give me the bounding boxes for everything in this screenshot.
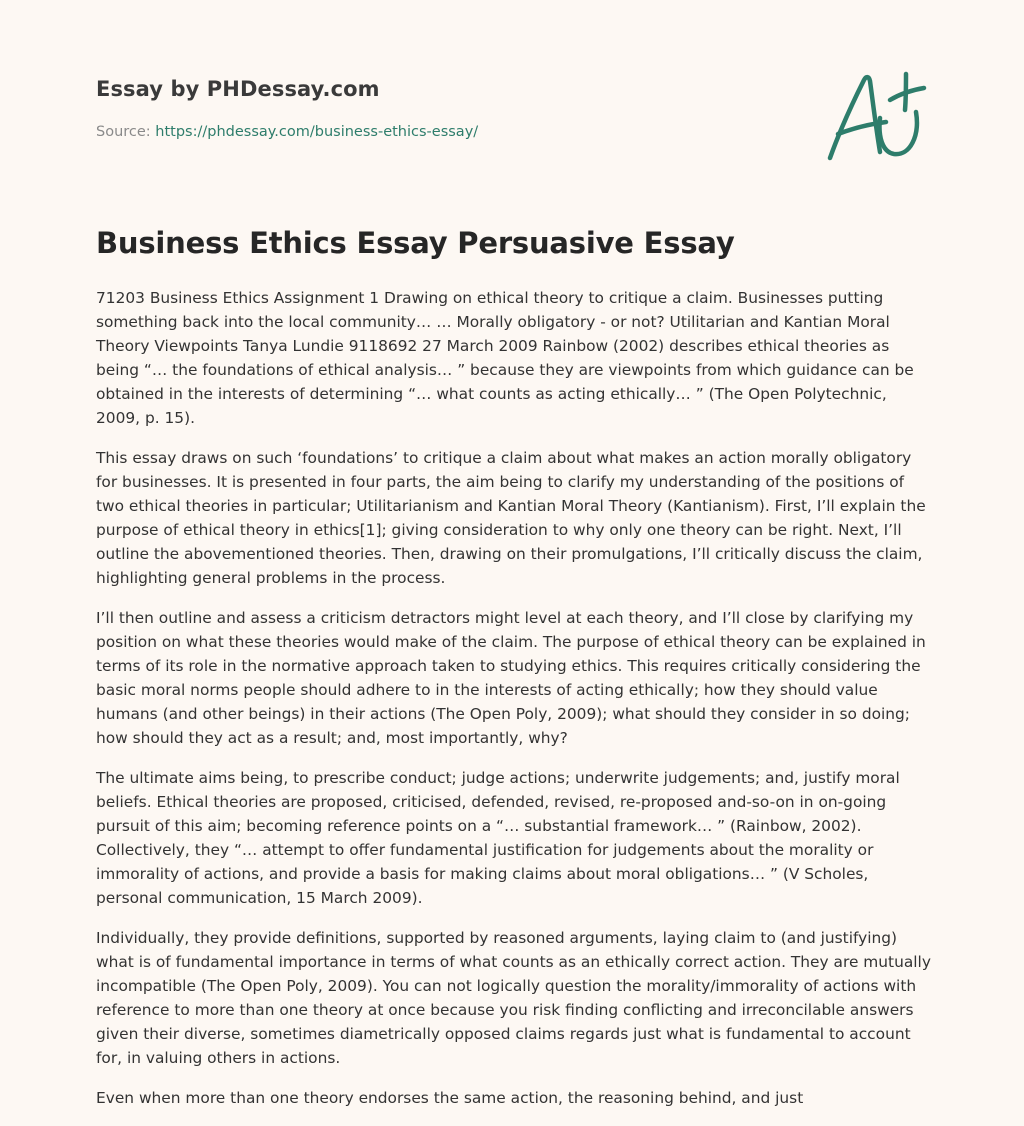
source-link[interactable]: https://phdessay.com/business-ethics-essay/: [155, 124, 479, 140]
essay-body: [96, 286, 932, 1126]
essay-title: Business Ethics Essay Persuasive Essay: [96, 226, 735, 260]
essay-paragraph: The ultimate aims being, to prescribe conduct; judge actions; underwrite judgements; and, justify moral beliefs. Ethical theories are proposed, criticised, defended, revised, re-proposed and-so-on in on-going pursuit of this aim; becoming reference points on a “… substantial framework… ” (Rainbow, 2002). Collectively, they “… attempt to offer fundamental justification for judgements about the morality or immorality of actions, and provide a basis for making claims about moral obligations… ” (V Scholes, personal communication, 15 March 2009).: [96, 769, 900, 907]
essay-paragraph: I’ll then outline and assess a criticism detractors might level at each theory, and I’ll close by clarifying my position on what these theories would make of the claim. The purpose of ethical theory can be explained in terms of its role in the normative approach taken to studying ethics. This requires critically considering the basic moral norms people should adhere to in the interests of acting ethically; how they should value humans (and other beings) in their actions (The Open Poly, 2009); what should they consider in so doing; how should they act as a result; and, most importantly, why?: [96, 609, 926, 747]
essay-paragraph: Even when more than one theory endorses the same action, the reasoning behind, and just: [96, 1089, 804, 1107]
essay-paragraph: 71203 Business Ethics Assignment 1 Drawing on ethical theory to critique a claim. Businesses putting something back into the local community… … Morally obligatory - or not? Utilitarian and Kantian Moral Theory Viewpoints Tanya Lundie 9118692 27 March 2009 Rainbow (2002) describes ethical theories as being “… the foundations of ethical analysis… ” because they are viewpoints from which guidance can be obtained in the interests of determining “… what counts as acting ethically… ” (The Open Polytechnic, 2009, p. 15).: [96, 289, 914, 427]
a-plus-logo: [820, 68, 930, 166]
essay-paragraph: Individually, they provide definitions, supported by reasoned arguments, laying claim to (and justifying) what is of fundamental importance in terms of what counts as an ethically correct action. They are mutually incompatible (The Open Poly, 2009). You can not logically question the morality/immorality of actions with reference to more than one theory at once because you risk finding conflicting and irreconcilable answers given their diverse, sometimes diametrically opposed claims regards just what is fundamental to account for, in valuing others in actions.: [96, 929, 931, 1067]
source-label: Source:: [96, 124, 151, 140]
site-title: Essay by PHDessay.com: [96, 77, 380, 101]
essay-paragraph: This essay draws on such ‘foundations’ to critique a claim about what makes an action morally obligatory for businesses. It is presented in four parts, the aim being to clarify my understanding of the positions of two ethical theories in particular; Utilitarianism and Kantian Moral Theory (Kantianism). First, I’ll explain the purpose of ethical theory in ethics[1]; giving consideration to why only one theory can be right. Next, I’ll outline the abovementioned theories. Then, drawing on their promulgations, I’ll critically discuss the claim, highlighting general problems in the process.: [96, 449, 926, 587]
source-line: [96, 124, 478, 140]
